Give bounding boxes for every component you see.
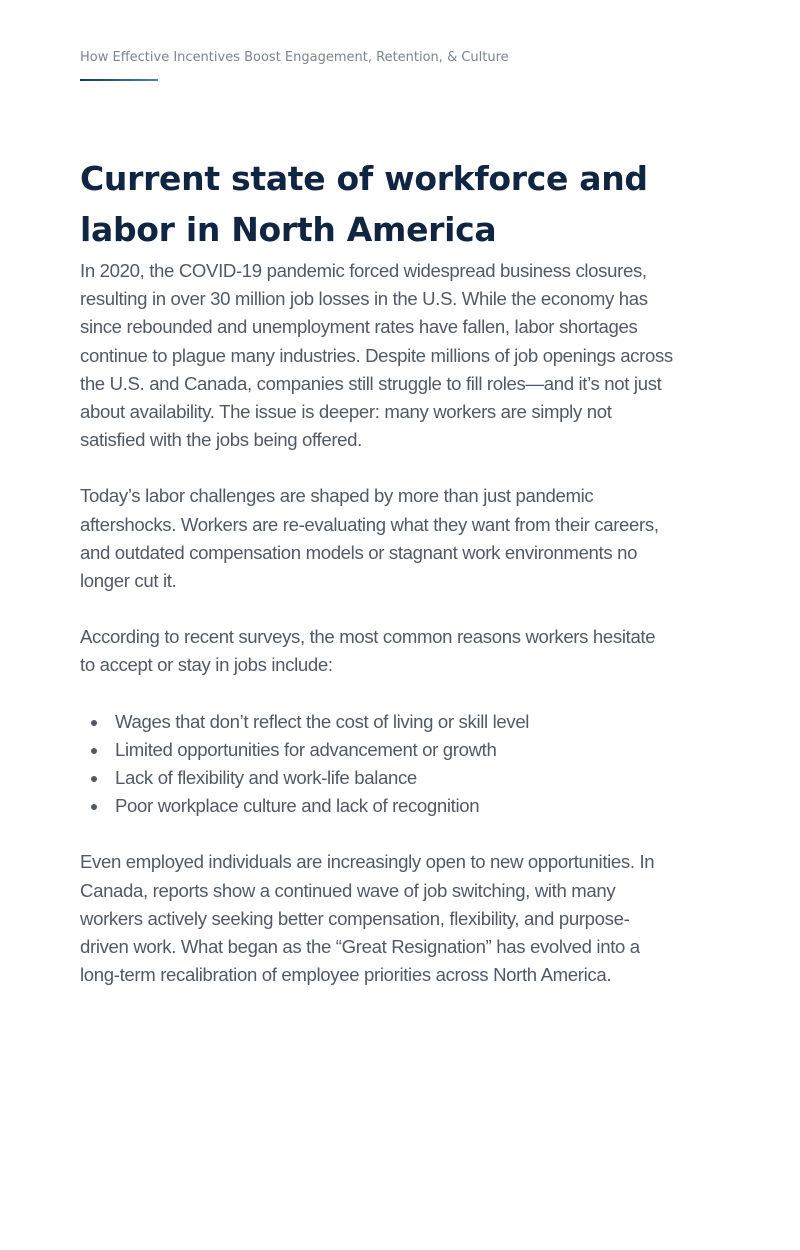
paragraph-survey-intro: [80, 623, 725, 679]
paragraph-spacer: [80, 454, 725, 482]
paragraph-covid-impact: [80, 257, 725, 454]
text-line: aftershocks. Workers are re-evaluating what they want from their careers,: [80, 513, 659, 535]
list-item: Wages that don’t reflect the cost of living or skill level: [80, 708, 725, 736]
header-accent-rule: [80, 79, 158, 81]
text-line: continue to plague many industries. Despite millions of job openings across: [80, 344, 673, 366]
text-line: since rebounded and unemployment rates have fallen, labor shortages: [80, 316, 638, 338]
paragraph-spacer: [80, 820, 725, 848]
text-line: longer cut it.: [80, 570, 177, 592]
text-line: the U.S. and Canada, companies still struggle to fill roles—and it’s not just: [80, 372, 662, 394]
text-line: Even employed individuals are increasingly open to new opportunities. In: [80, 851, 655, 873]
paragraph-labor-challenges: [80, 482, 725, 595]
running-header: How Effective Incentives Boost Engagement, Retention, & Culture: [80, 50, 509, 65]
paragraph-spacer: [80, 680, 725, 708]
page-title-line: Current state of workforce and: [80, 159, 648, 198]
reasons-bullet-list: [80, 708, 725, 821]
text-line: and outdated compensation models or stagnant work environments no: [80, 541, 638, 563]
text-line: long-term recalibration of employee priorities across North America.: [80, 964, 612, 986]
text-line: Today’s labor challenges are shaped by more than just pandemic: [80, 485, 594, 507]
page-title-line: labor in North America: [80, 210, 497, 249]
body-content: [80, 257, 725, 989]
list-item: Limited opportunities for advancement or growth: [80, 736, 725, 764]
text-line: to accept or stay in jobs include:: [80, 654, 333, 676]
list-item: Lack of flexibility and work-life balance: [80, 764, 725, 792]
text-line: resulting in over 30 million job losses in the U.S. While the economy has: [80, 288, 648, 310]
text-line: about availability. The issue is deeper: many workers are simply not: [80, 401, 612, 423]
page-title: [80, 153, 648, 255]
paragraph-job-switching: [80, 848, 725, 989]
text-line: satisfied with the jobs being offered.: [80, 429, 362, 451]
paragraph-spacer: [80, 595, 725, 623]
text-line: driven work. What began as the “Great Resignation” has evolved into a: [80, 936, 640, 958]
text-line: In 2020, the COVID-19 pandemic forced widespread business closures,: [80, 260, 647, 281]
text-line: Canada, reports show a continued wave of job switching, with many: [80, 879, 616, 901]
list-item: Poor workplace culture and lack of recognition: [80, 792, 725, 820]
text-line: workers actively seeking better compensation, flexibility, and purpose-: [80, 907, 630, 929]
text-line: According to recent surveys, the most common reasons workers hesitate: [80, 626, 656, 648]
